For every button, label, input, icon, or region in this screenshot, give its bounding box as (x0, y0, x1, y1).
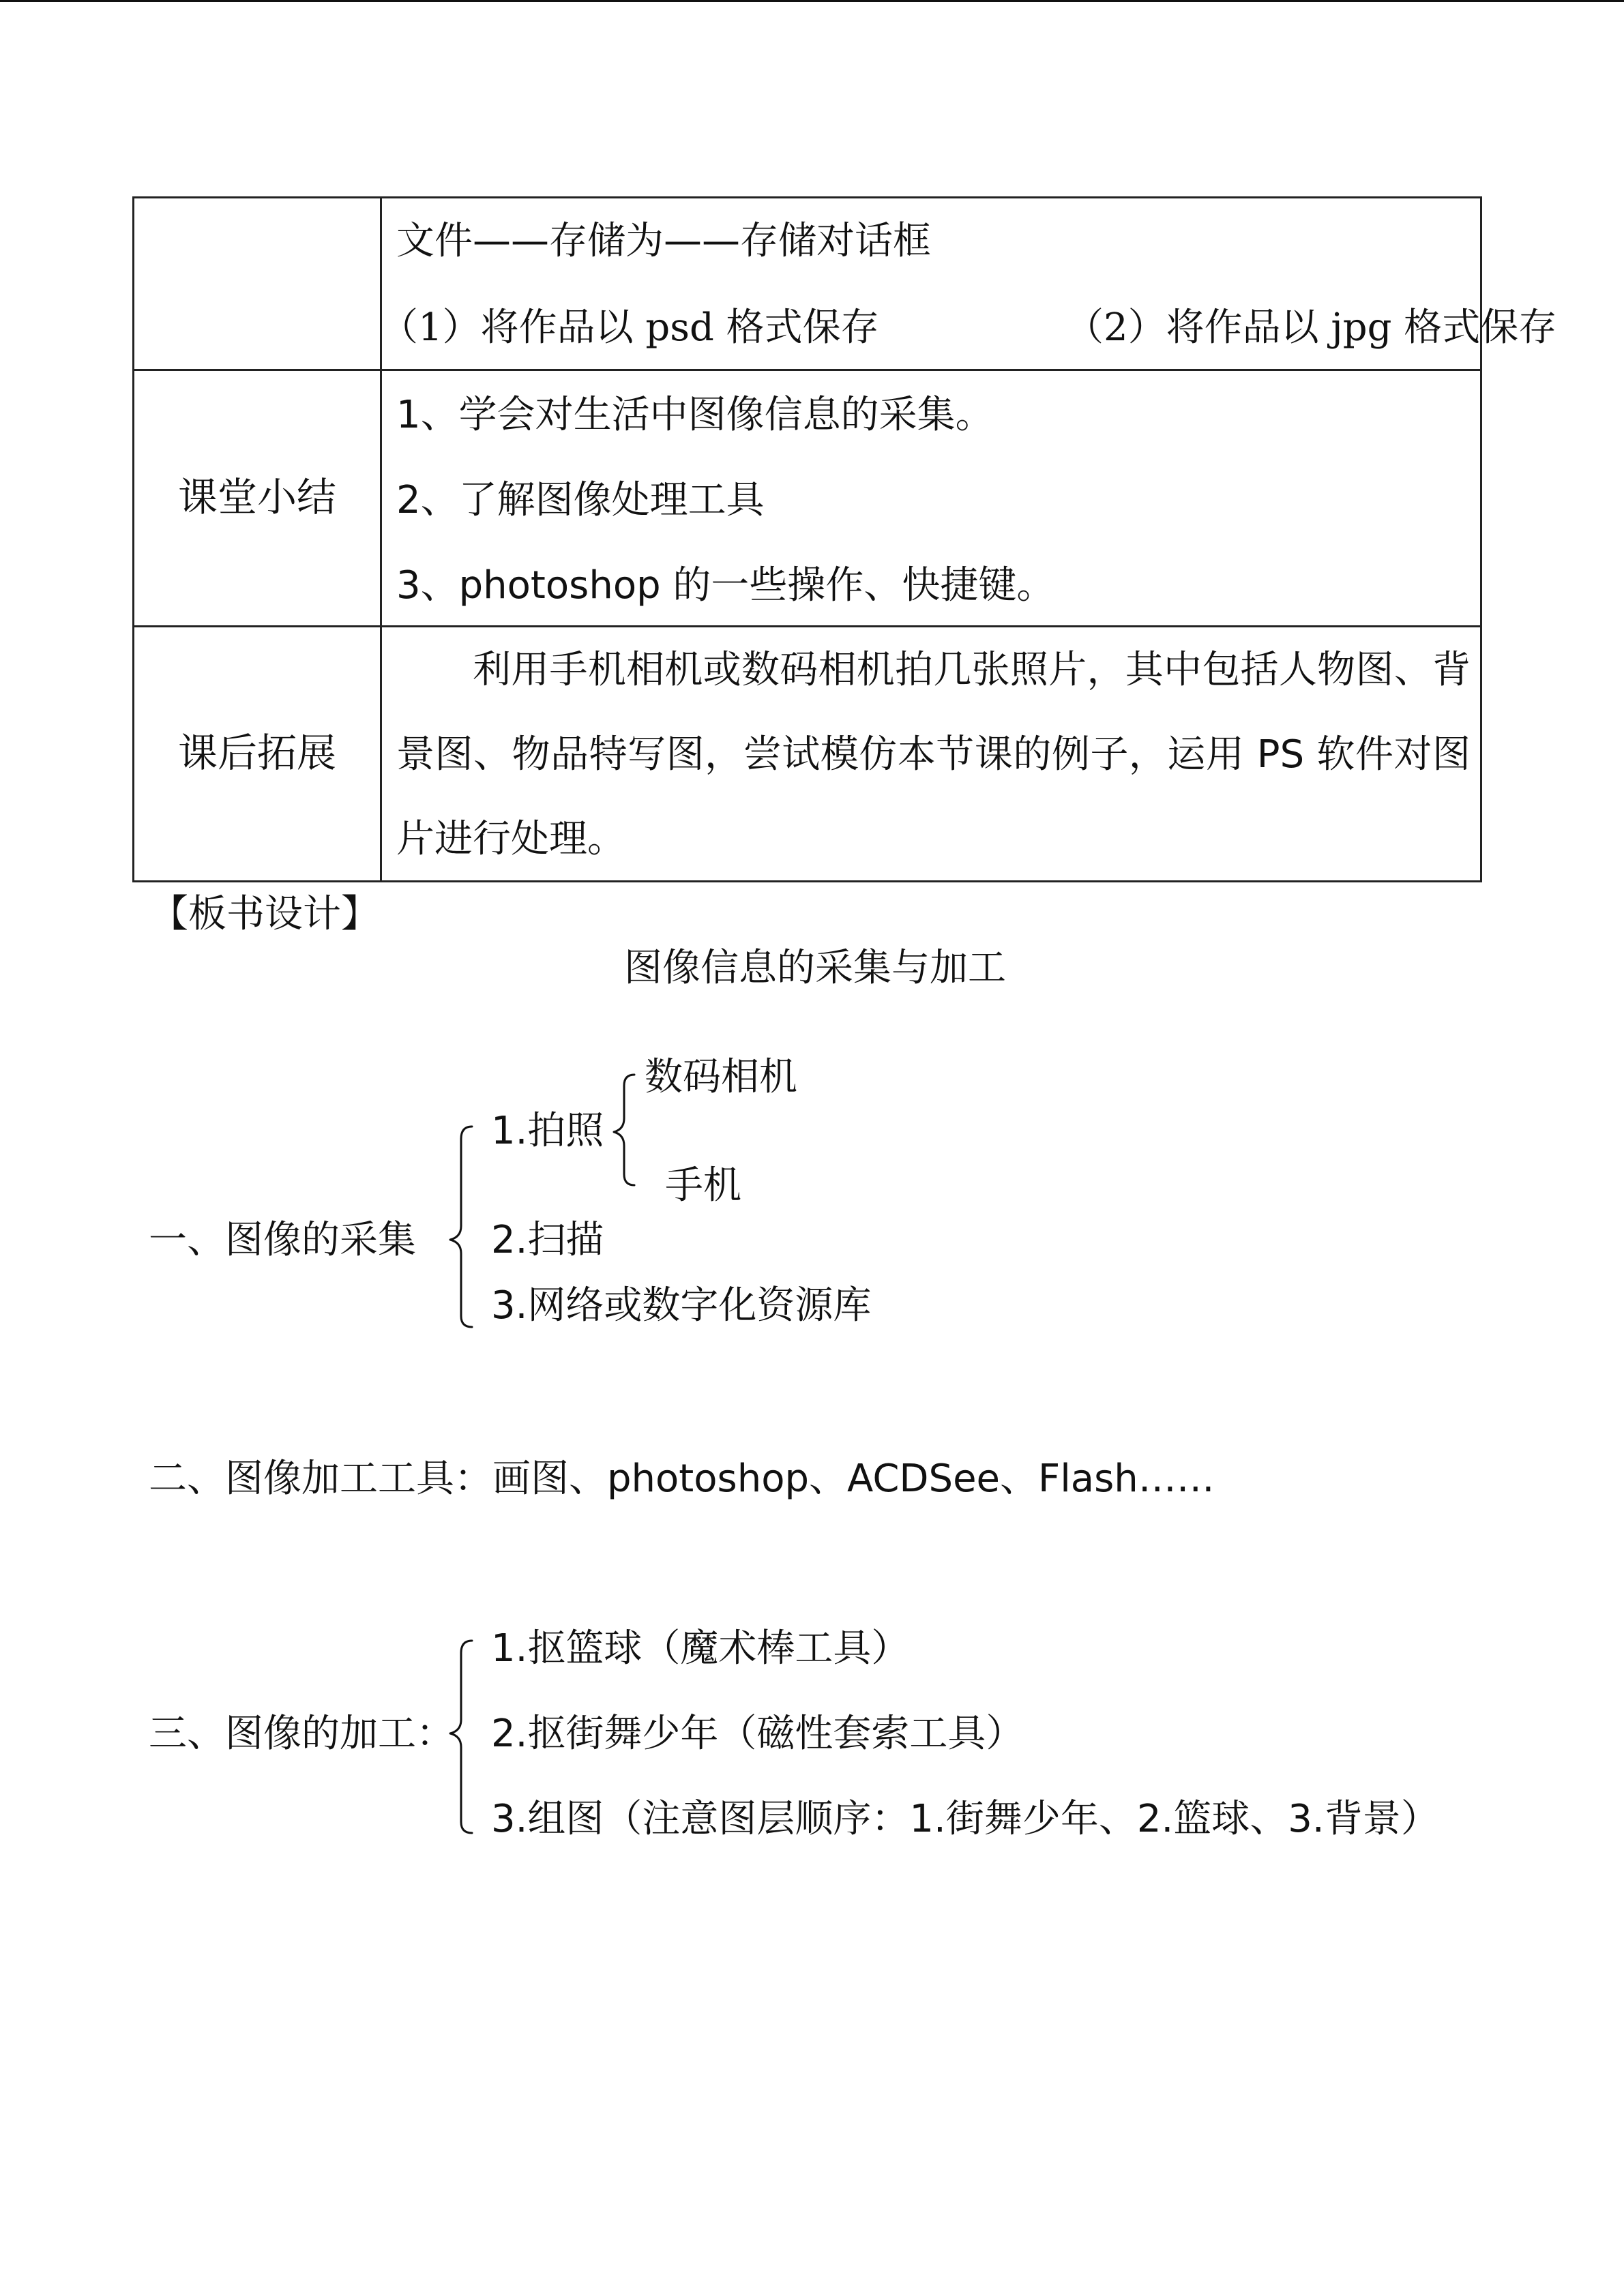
save-psd-text: （1）将作品以 psd 格式保存 (380, 305, 879, 350)
section-processing-label: 三、图像的加工： (149, 1712, 454, 1756)
capture-digital-camera: 数码相机 (645, 1055, 797, 1099)
board-design-heading: 【板书设计】 (150, 892, 379, 936)
processing-item-1: 1.抠篮球（魔术棒工具） (491, 1626, 910, 1671)
section-tools-label: 二、图像加工工具：画图、photoshop、ACDSee、Flash…… (149, 1457, 1215, 1501)
summary-item-2: 2、了解图像处理工具 (396, 478, 765, 522)
processing-item-3: 3.组图（注意图层顺序：1.街舞少年、2.篮球、3.背景） (491, 1797, 1439, 1841)
summary-item-3: 3、photoshop 的一些操作、快捷键。 (396, 563, 1055, 608)
board-title: 图像信息的采集与加工 (624, 946, 1006, 990)
save-jpg-text: （2）将作品以 jpg 格式保存 (1065, 305, 1557, 350)
capture-photo: 1.拍照 (491, 1109, 604, 1153)
summary-item-1: 1、学会对生活中图像信息的采集。 (396, 393, 994, 437)
section-capture-label: 一、图像的采集 (149, 1218, 416, 1262)
brace-capture (450, 1127, 472, 1327)
capture-scan: 2.扫描 (491, 1218, 604, 1262)
brace-processing (450, 1641, 472, 1833)
processing-item-2: 2.抠街舞少年（磁性套索工具） (491, 1712, 1024, 1756)
row-label-extension: 课后拓展 (177, 730, 336, 776)
row-label-summary: 课堂小结 (177, 474, 336, 520)
save-dialog-path: 文件——存储为——存储对话框 (396, 219, 931, 263)
extension-paragraph: 利用手机相机或数码相机拍几张照片，其中包括人物图、背景图、物品特写图，尝试模仿本节课的例子，运用 PS 软件对图片进行处理。 (396, 648, 1471, 861)
brace-photo (614, 1075, 634, 1185)
capture-network: 3.网络或数字化资源库 (491, 1283, 872, 1328)
capture-phone: 手机 (665, 1163, 741, 1208)
